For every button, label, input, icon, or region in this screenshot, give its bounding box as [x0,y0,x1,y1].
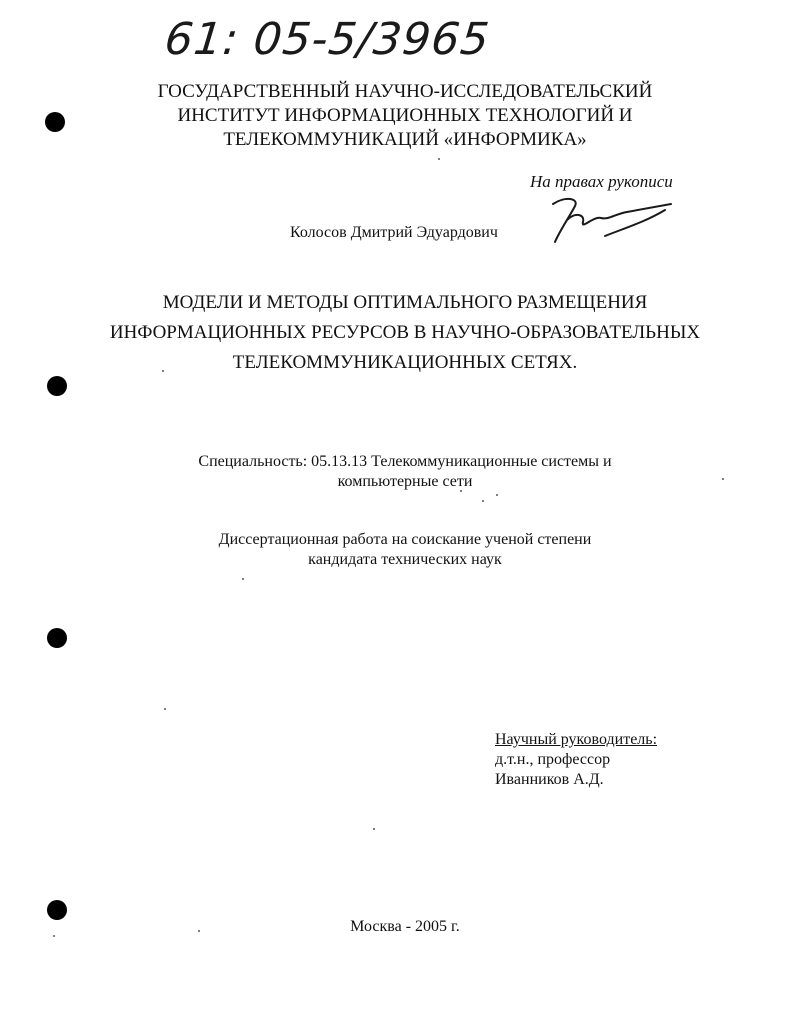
title-line-1: МОДЕЛИ И МЕТОДЫ ОПТИМАЛЬНОГО РАЗМЕЩЕНИЯ [162,292,648,313]
scan-speck [373,828,375,830]
specialty-line-1: Специальность: 05.13.13 Телекоммуникационные системы и [198,453,612,470]
supervisor-block [495,730,657,790]
institute-line-1: ГОСУДАРСТВЕННЫЙ НАУЧНО-ИССЛЕДОВАТЕЛЬСКИЙ [157,81,653,102]
title-line-3: ТЕЛЕКОММУНИКАЦИОННЫХ СЕТЯХ. [232,352,578,373]
institute-name [140,80,670,152]
city-year: Москва - 2005 г. [350,918,460,935]
supervisor-degree: д.т.н., профессор [495,751,611,768]
degree-line-1: Диссертационная работа на соискание ученой степени [218,531,592,548]
specialty-line-2: компьютерные сети [337,473,473,490]
supervisor-name: Иванников А.Д. [495,771,604,788]
punch-hole-icon [47,376,67,396]
punch-hole-icon [47,900,67,920]
scan-speck [242,578,244,580]
author-name: Колосов Дмитрий Эдуардович [290,224,498,241]
manuscript-rights: На правах рукописи [530,172,673,191]
title-line-2: ИНФОРМАЦИОННЫХ РЕСУРСОВ В НАУЧНО-ОБРАЗОВАТЕЛЬНЫХ [109,322,701,343]
scan-speck [53,935,55,937]
signature-icon [545,192,675,247]
scan-speck [198,930,200,932]
institute-line-3: ТЕЛЕКОММУНИКАЦИЙ «ИНФОРМИКА» [223,129,587,150]
institute-line-2: ИНСТИТУТ ИНФОРМАЦИОННЫХ ТЕХНОЛОГИЙ И [177,105,633,126]
degree-line-2: кандидата технических наук [308,551,502,568]
punch-hole-icon [47,628,67,648]
punch-hole-icon [45,112,65,132]
scan-speck [164,708,166,710]
scan-speck [482,500,484,502]
scan-speck [722,478,724,480]
degree-statement [170,530,640,570]
specialty [170,452,640,492]
scan-speck [162,370,164,372]
archive-stamp: 61: 05-5/3965 [162,14,493,65]
scan-speck [496,494,498,496]
dissertation-title [100,288,710,378]
supervisor-heading: Научный руководитель: [495,731,658,748]
scan-speck [460,490,462,492]
scan-speck [438,158,440,160]
